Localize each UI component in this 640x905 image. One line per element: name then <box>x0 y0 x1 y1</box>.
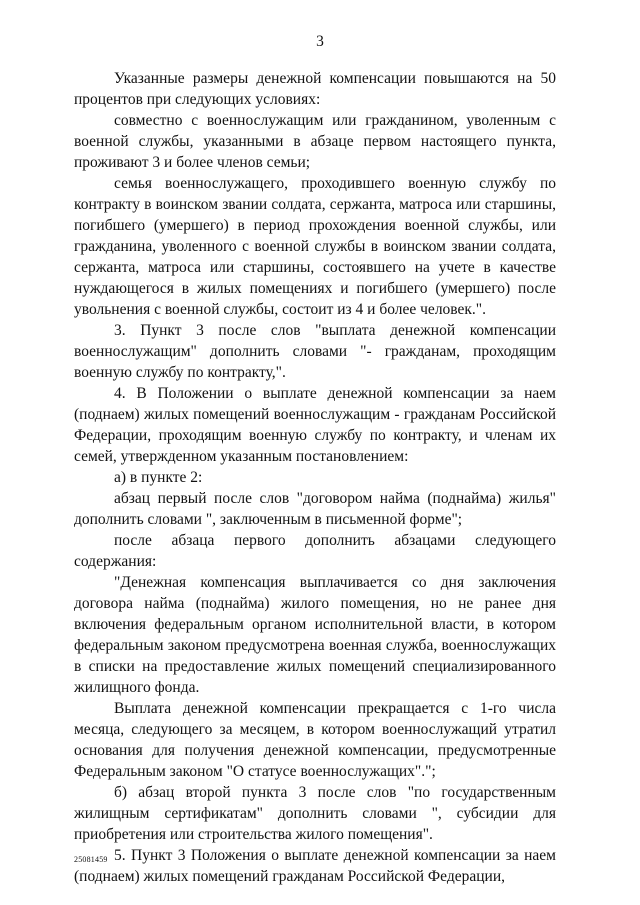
paragraph-first-abzac-addition: абзац первый после слов "договором найма (поднайма) жилья" дополнить словами ", заключенным в письменной форме"; <box>74 490 556 528</box>
paragraph-item-4: 4. В Положении о выплате денежной компенсации за наем (поднаем) жилых помещений военнослужащим - гражданам Российской Федерации, проходящим военную службу по контракту, и членам их семей, утвержденном указанным постановлением: <box>74 385 556 465</box>
paragraph-item-5: 5. Пункт 3 Положения о выплате денежной компенсации за наем (поднаем) жилых помещений гражданам Российской Федерации, <box>74 847 556 885</box>
paragraph-condition-family-members: совместно с военнослужащим или гражданином, уволенным с военной службы, указанными в абзаце первом настоящего пункта, проживают 3 и более членов семьи; <box>74 112 556 171</box>
document-code: 25081459 <box>74 855 108 864</box>
paragraph-item-3: 3. Пункт 3 после слов "выплата денежной компенсации военнослужащим" дополнить словами "- гражданам, проходящим военную службу по контракту,". <box>74 322 556 381</box>
page-number: 3 <box>316 33 324 50</box>
paragraph-condition-deceased-family: семья военнослужащего, проходившего военную службу по контракту в воинском звании солдата, сержанта, матроса или старшины, погибшего (умершего) в период прохождения военной службы, или гражданина, уволенного с военной службы в воинском звании солдата, сержанта, матроса или старшины, состоявшего на учете в качестве нуждающегося в жилых помещениях и погибшего (умершего) после увольнения с военной службы, состоит из 4 и более человек.". <box>74 175 556 318</box>
paragraph-add-abzacs: после абзаца первого дополнить абзацами следующего содержания: <box>74 532 556 570</box>
paragraph-subitem-a: а) в пункте 2: <box>114 469 203 486</box>
paragraph-compensation-stop: Выплата денежной компенсации прекращается с 1-го числа месяца, следующего за месяцем, в котором военнослужащий утратил основания для получения денежной компенсации, предусмотренные Федеральным законом "О статусе военнослужащих"."; <box>74 700 556 780</box>
paragraph-compensation-increase: Указанные размеры денежной компенсации повышаются на 50 процентов при следующих условиях: <box>74 70 556 108</box>
paragraph-compensation-start: "Денежная компенсация выплачивается со дня заключения договора найма (поднайма) жилого помещения, но не ранее дня включения федеральным органом исполнительной власти, в котором федеральным законом предусмотрена военная служба, военнослужащих в списки на предоставление жилых помещений специализированного жилищного фонда. <box>74 574 556 696</box>
paragraph-subitem-b: б) абзац второй пункта 3 после слов "по государственным жилищным сертификатам" дополнить словами ", субсидии для приобретения или строительства жилого помещения". <box>74 784 556 843</box>
document-body <box>74 68 556 887</box>
